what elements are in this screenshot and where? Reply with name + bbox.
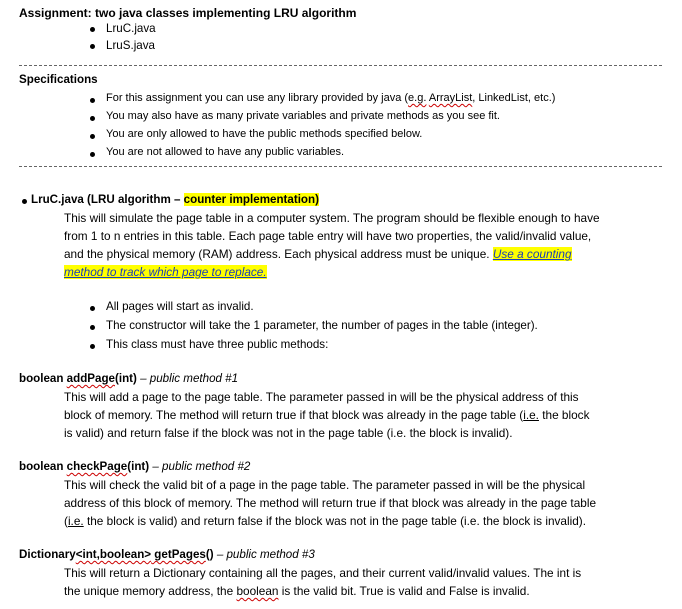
method-desc-line: block of memory. The method will return true if that block was already in the page table (i.e. the block	[64, 408, 590, 422]
method-desc-line: is valid) and return false if the block was not in the page table (i.e. the block is invalid).	[64, 426, 513, 440]
lruc-desc-line: This will simulate the page table in a computer system. The program should be flexible enough to have	[64, 211, 600, 225]
bullet-icon	[90, 152, 95, 157]
bullet-icon	[90, 306, 95, 311]
lruc-bullet-invalid: All pages will start as invalid.	[106, 300, 254, 313]
divider	[19, 166, 662, 167]
bullet-icon	[90, 116, 95, 121]
bullet-icon	[90, 325, 95, 330]
method-desc-line: address of this block of memory. The method will return true if that block was already in the page table	[64, 496, 597, 510]
file-item-lruc: LruC.java	[106, 22, 156, 35]
method-desc-line: (i.e. the block is valid) and return false if the block was not in the page table (i.e. the block is invalid).	[64, 514, 586, 528]
lruc-desc-line: from 1 to n entries in this table. Each page table entry will have two properties, the valid/invalid value,	[64, 229, 592, 243]
lruc-bullet-methods: This class must have three public methods:	[106, 338, 329, 351]
lruc-desc-line: method to track which page to replace.	[64, 265, 267, 279]
lruc-bullet-constructor: The constructor will take the 1 parameter, the number of pages in the table (integer).	[106, 319, 538, 332]
spec-item-public-methods: You are only allowed to have the public methods specified below.	[106, 128, 423, 140]
spec-item-public-variables: You are not allowed to have any public variables.	[106, 146, 345, 158]
assignment-title: Assignment: two java classes implementing LRU algorithm	[19, 6, 357, 20]
bullet-icon	[90, 44, 95, 49]
spec-item-library: For this assignment you can use any library provided by java (e.g. ArrayList, LinkedList, etc.)	[106, 92, 556, 104]
method-desc-line: This will return a Dictionary containing all the pages, and their current valid/invalid values. The int is	[64, 566, 582, 580]
spec-item-private: You may also have as many private variables and private methods as you see fit.	[106, 110, 500, 122]
method-desc-line: the unique memory address, the boolean is the valid bit. True is valid and False is invalid.	[64, 584, 530, 598]
bullet-icon	[90, 344, 95, 349]
specifications-heading: Specifications	[19, 73, 98, 86]
method-desc-line: This will check the valid bit of a page in the page table. The parameter passed in will be the physical	[64, 478, 586, 492]
method-signature-addpage: boolean addPage(int) – public method #1	[19, 372, 239, 385]
bullet-icon	[22, 199, 27, 204]
bullet-icon	[90, 27, 95, 32]
file-item-lrus: LruS.java	[106, 39, 155, 52]
bullet-icon	[90, 98, 95, 103]
divider	[19, 65, 662, 66]
lruc-heading: LruC.java (LRU algorithm – counter implementation)	[31, 193, 319, 206]
method-desc-line: This will add a page to the page table. The parameter passed in will be the physical address of this	[64, 390, 579, 404]
method-signature-getpages: Dictionary<int,boolean> getPages() – public method #3	[19, 548, 315, 561]
lruc-desc-line: and the physical memory (RAM) address. Each physical address must be unique. Use a counting	[64, 247, 572, 261]
bullet-icon	[90, 134, 95, 139]
method-signature-checkpage: boolean checkPage(int) – public method #2	[19, 460, 251, 473]
